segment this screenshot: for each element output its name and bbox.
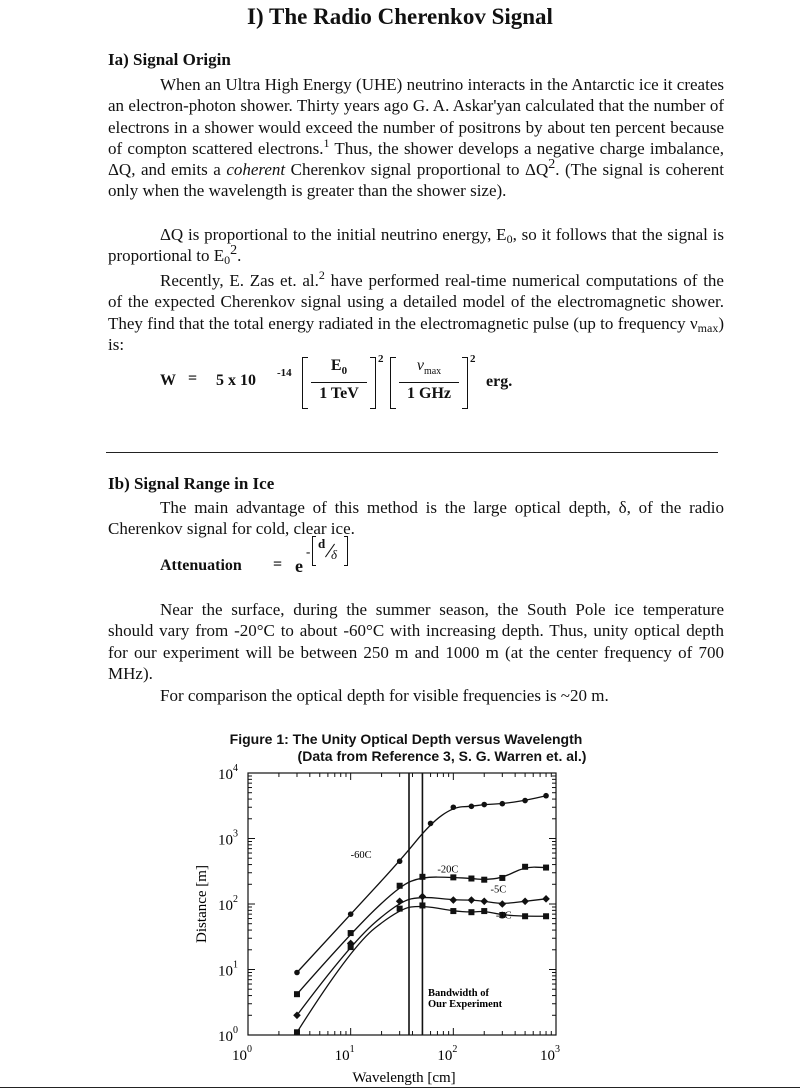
x-axis-tick-labels — [232, 1044, 560, 1064]
series-20c-point — [397, 883, 403, 889]
series-1c-point — [419, 902, 425, 908]
series-5c-point — [396, 897, 404, 905]
attenuation-denominator: δ — [331, 547, 338, 562]
y-tick-label: $10^2$ — [218, 894, 238, 914]
series-60c-point — [397, 858, 403, 864]
attenuation-equals: = — [273, 556, 283, 573]
equation-numerator-1: $E_0$ — [330, 357, 348, 378]
series-20c-point — [348, 930, 354, 936]
equation-exponent: -14 — [277, 367, 292, 379]
series-60c-point — [348, 911, 354, 917]
series-5c-point — [480, 897, 488, 905]
x-tick-label: $10^0$ — [232, 1044, 252, 1064]
series-60c-point — [543, 793, 549, 799]
series-5c-label: -5C — [490, 884, 507, 896]
series-5c-point — [542, 895, 550, 903]
y-tick-label: $10^3$ — [218, 828, 238, 849]
series-60c-line — [297, 796, 546, 973]
y-tick-label: $10^0$ — [218, 1025, 238, 1045]
equation-denominator-2: 1 GHz — [407, 385, 451, 402]
attenuation-numerator: d — [318, 536, 326, 551]
series-20c-point — [522, 864, 528, 870]
section-a-paragraph-1: When an Ultra High Energy (UHE) neutrino interacts in the Antarctic ice it creates an electron-photon shower. Thirty years ago G. A. Askar'yan calculated that the number of electrons in a shower would exceed the number of positrons by about ten percent because of compton scattered electrons.$^1$ Thus, the shower develops a negative charge imbalance, ΔQ, and emits a coherent Cherenkov signal proportional to $\Delta Q^2$. (The signal is coherent only when the wavelength is greater than the shower size). — [108, 75, 724, 201]
bandwidth-label-1: Bandwidth of — [428, 988, 489, 999]
section-a-heading: Ia) Signal Origin — [108, 50, 231, 69]
series-60c-point — [500, 801, 506, 807]
x-tick-label: $10^1$ — [334, 1044, 355, 1064]
section-b-paragraph-1: The main advantage of this method is the large optical depth, δ, of the radio Cherenkov signal for cold, clear ice. — [108, 498, 724, 539]
series-5c-point — [419, 893, 427, 901]
y-tick-label: $10^1$ — [218, 959, 238, 980]
equation-bracket-2 — [390, 357, 468, 409]
section-b-paragraph-2: Near the surface, during the summer season, the South Pole ice temperature should vary from -20°C to about -60°C with increasing depth. Thus, unity optical depth for our experiment will be between 250 m and 1000 m (at the center frequency of 700 MHz). — [108, 600, 724, 683]
equation-numerator-2: $\nu_{max}$ — [416, 357, 442, 378]
series-group — [293, 793, 550, 1035]
equation-power-2: 2 — [470, 353, 476, 365]
equation-lhs: W — [160, 372, 176, 389]
series-60c-point — [481, 802, 487, 808]
bandwidth-label-2: Our Experiment — [428, 999, 503, 1010]
series-5c-point — [450, 896, 458, 904]
page-title: I) The Radio Cherenkov Signal — [247, 4, 553, 29]
section-b-paragraph-3: For comparison the optical depth for visible frequencies is ~20 m. — [160, 686, 609, 705]
series-1c-label: -1C — [495, 910, 512, 922]
equation-power-1: 2 — [378, 353, 384, 365]
series-20c-point — [294, 991, 300, 997]
series-5c-point — [499, 900, 507, 908]
series-60c-label: -60C — [350, 850, 372, 862]
series-1c-point — [450, 908, 456, 914]
equation-bracket-1 — [302, 357, 376, 409]
series-1c-point — [543, 913, 549, 919]
page-bottom-rule — [0, 1087, 800, 1088]
series-60c-point — [294, 970, 300, 976]
energy-equation — [160, 353, 560, 417]
series-20c-point — [481, 877, 487, 883]
attenuation-base: e — [295, 556, 303, 576]
series-20c-point — [468, 876, 474, 882]
figure-subtitle: (Data from Reference 3, S. G. Warren et. al.) — [297, 748, 587, 764]
figure-title: Figure 1: The Unity Optical Depth versus Wavelength — [229, 731, 583, 747]
x-tick-label: $10^3$ — [540, 1044, 560, 1064]
series-1c-line — [297, 906, 546, 1032]
series-20c-point — [543, 865, 549, 871]
x-axis-title: Wavelength [cm] — [352, 1070, 456, 1086]
series-20c-point — [419, 874, 425, 880]
series-60c-point — [522, 798, 528, 804]
equation-unit: erg. — [486, 373, 513, 390]
series-1c-point — [294, 1029, 300, 1035]
section-b-heading: Ib) Signal Range in Ice — [108, 474, 275, 493]
optical-depth-chart — [0, 760, 800, 1090]
attenuation-label: Attenuation — [160, 557, 242, 574]
series-60c-point — [451, 804, 457, 810]
x-tick-label: $10^2$ — [437, 1044, 458, 1064]
series-60c-point — [469, 804, 475, 810]
equation-equals: = — [188, 370, 198, 387]
series-1c-point — [481, 908, 487, 914]
attenuation-minus: - — [306, 544, 311, 559]
series-1c-point — [468, 909, 474, 915]
attenuation-exponent — [312, 536, 348, 566]
series-1c-point — [348, 944, 354, 950]
y-axis-title: Distance [m] — [194, 865, 210, 943]
attenuation-equation — [160, 536, 420, 580]
series-60c-point — [428, 821, 434, 827]
equation-denominator-1: 1 TeV — [319, 385, 359, 402]
section-a-paragraph-2: ΔQ is proportional to the initial neutrino energy, $E_0$, so it follows that the signal is proportional to $E_0^2$. — [108, 225, 724, 268]
equation-coefficient: 5 x 10 — [216, 372, 256, 389]
section-divider — [106, 452, 718, 453]
section-a-paragraph-3: Recently, E. Zas et. al.$^2$ have performed real-time numerical computations of the of the expected Cherenkov signal using a detailed model of the electromagnetic shower. They find that the total energy radiated in the electromagnetic pulse (up to frequency $\nu_{max}$) is: — [108, 268, 724, 354]
series-5c-point — [521, 897, 529, 905]
series-20c-label: -20C — [437, 864, 459, 876]
series-1c-point — [522, 913, 528, 919]
y-axis-tick-labels — [218, 763, 238, 1045]
series-5c-point — [468, 896, 476, 904]
series-20c-point — [499, 875, 505, 881]
y-tick-label: $10^4$ — [218, 763, 238, 783]
series-1c-point — [397, 906, 403, 912]
